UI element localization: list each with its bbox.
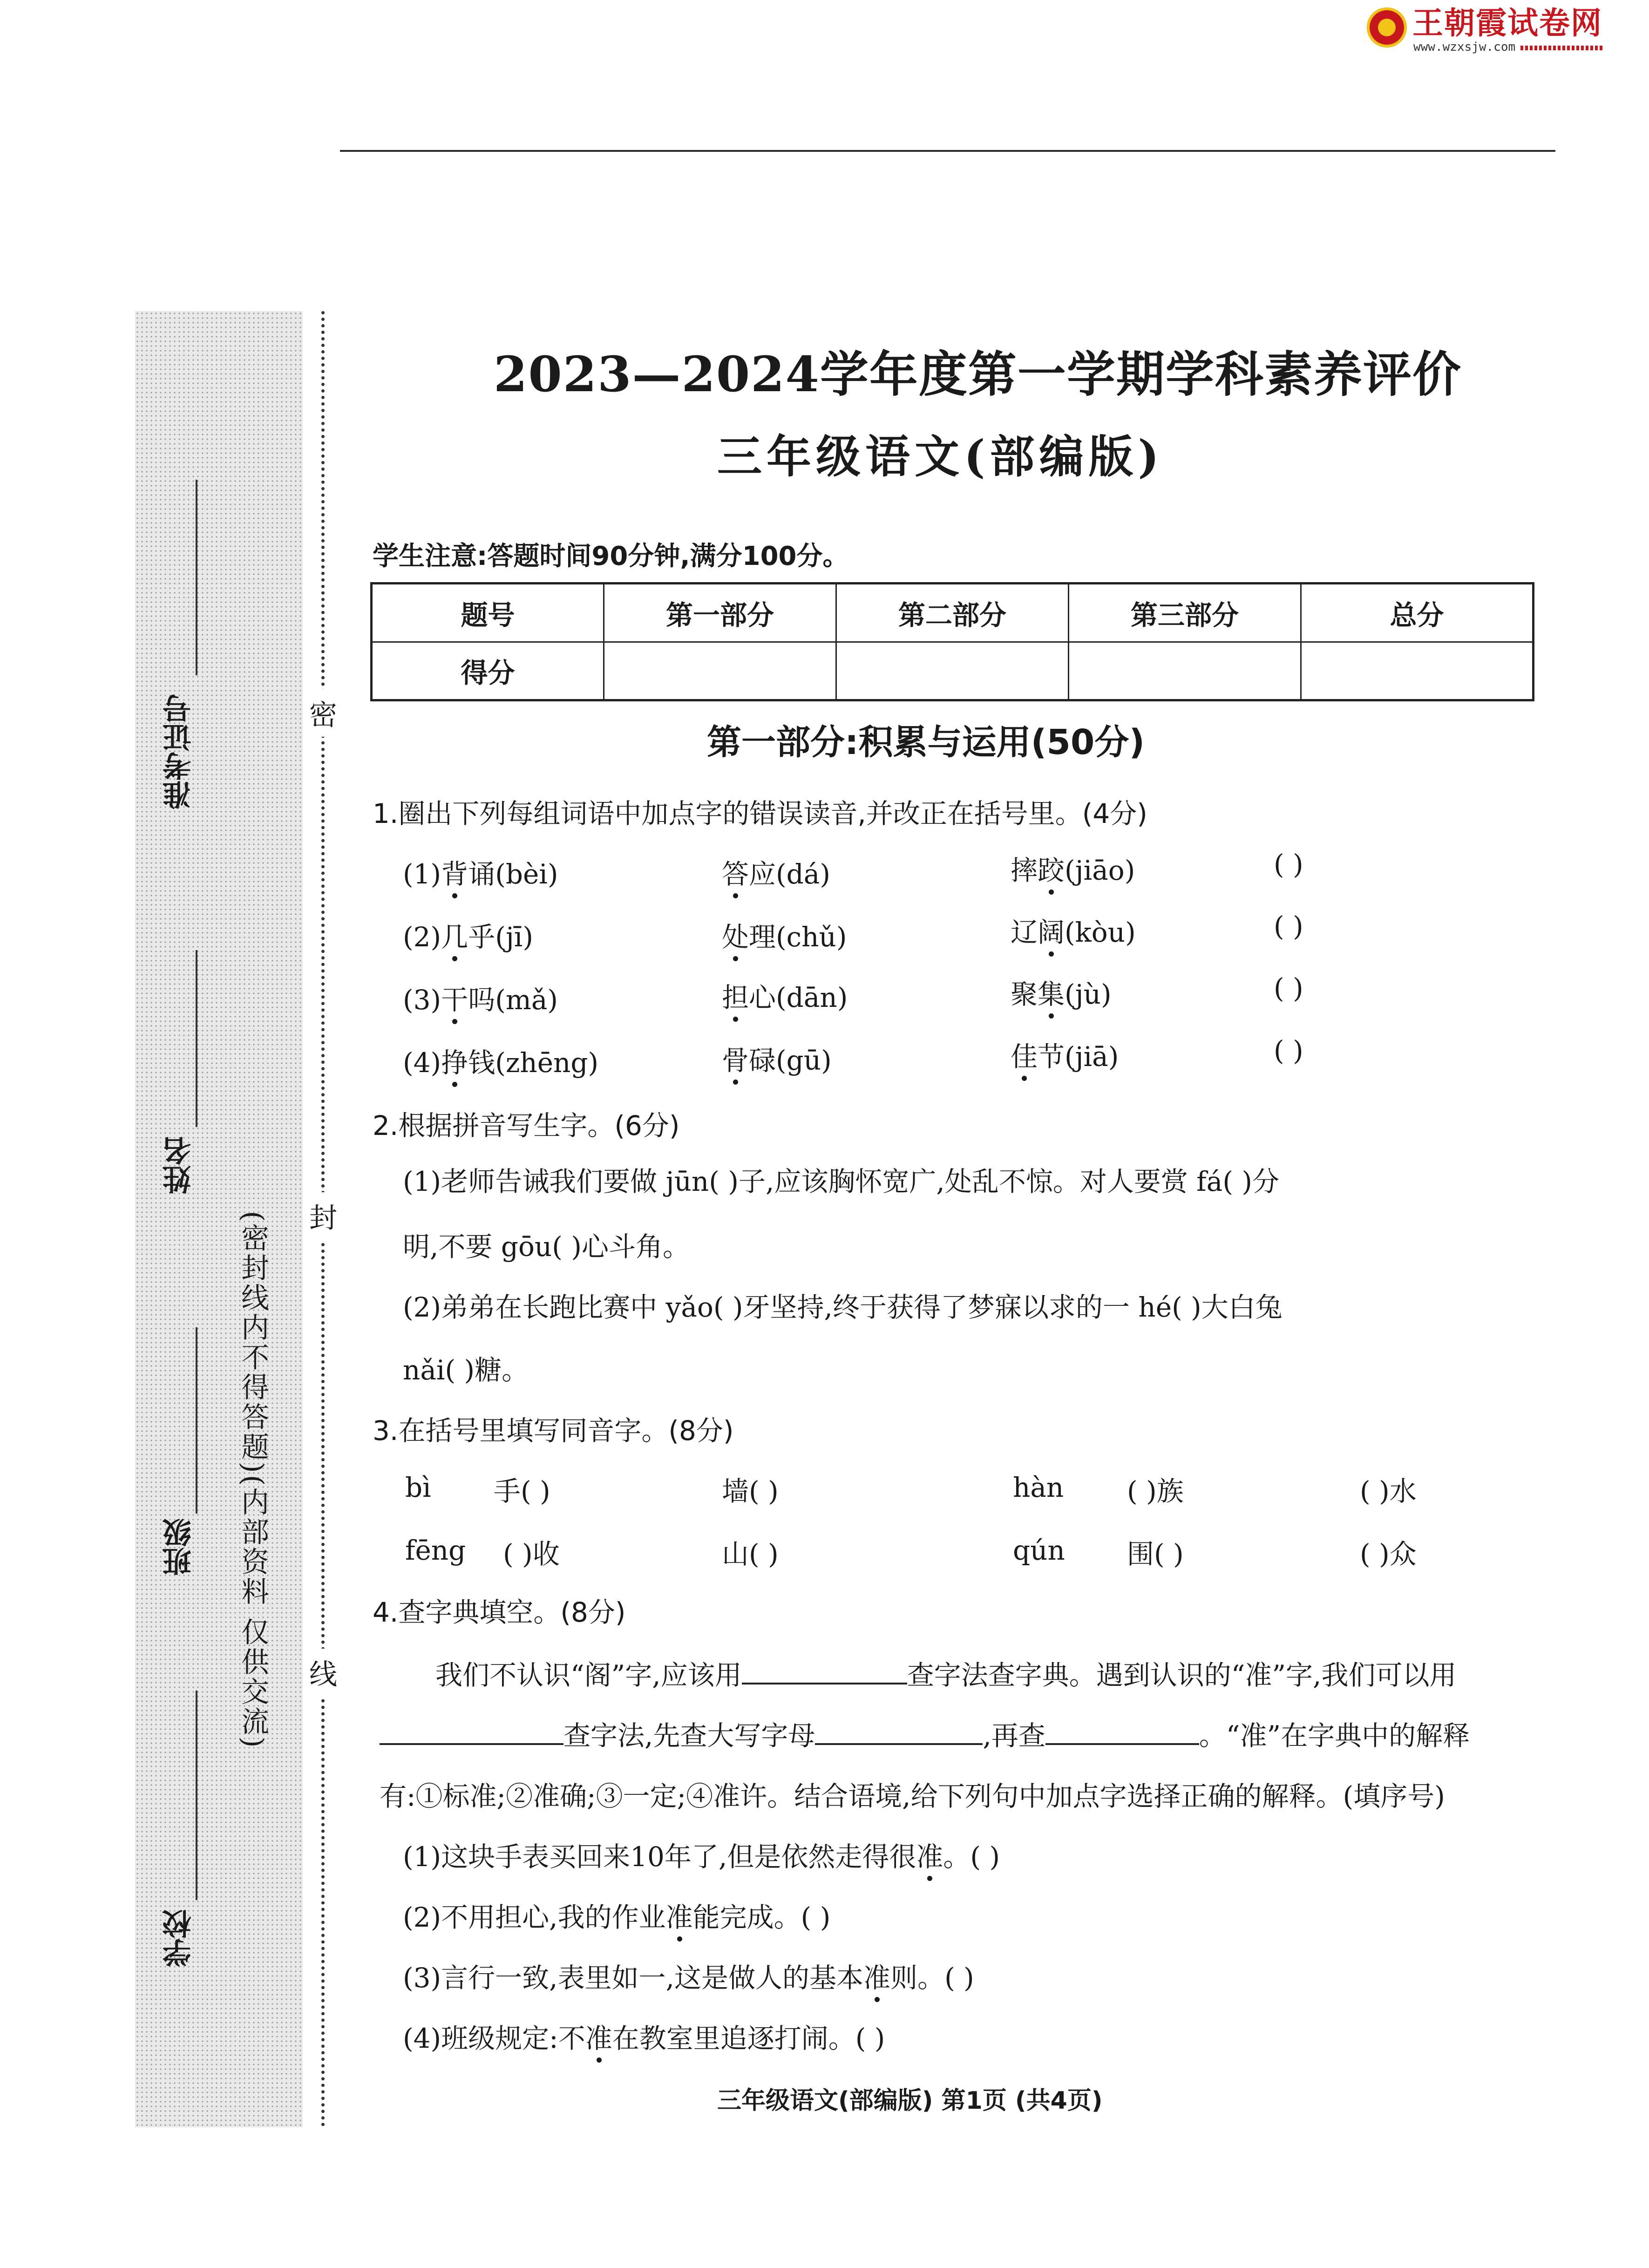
q1-stem: 1.圈出下列每组词语中加点字的错误读音,并改正在括号里。(4分): [373, 798, 1147, 829]
class-line: [196, 1327, 197, 1514]
item-num: (1): [403, 858, 441, 890]
para-text: 查字法,先查大写字母: [563, 1720, 815, 1752]
score-table-header: [372, 584, 1534, 642]
name-label: 姓名: [162, 1136, 196, 1194]
answer-paren[interactable]: 则。( ): [890, 1962, 974, 1994]
word-text: 吗(mǎ): [468, 984, 558, 1016]
seal-char-feng: 封: [308, 1192, 338, 1240]
fill-item[interactable]: 墙( ): [722, 1475, 779, 1507]
sentence-text: (3)言行一致,表里如一,这是做人的基本: [403, 1962, 864, 1994]
q1-r2-a: [403, 915, 533, 954]
word-text: 理(chǔ): [749, 921, 847, 953]
item-num: (4): [403, 1047, 441, 1079]
q3-stem: 3.在括号里填写同音字。(8分): [373, 1415, 734, 1446]
word-text: 辽: [1011, 917, 1038, 948]
site-logo: [1367, 5, 1609, 54]
exam-subtitle: 三年级语文(部编版): [717, 430, 1164, 483]
logo-name: 王朝霞试卷网: [1412, 5, 1602, 41]
fill-item[interactable]: ( )众: [1360, 1538, 1417, 1570]
q1-r3-c: [1011, 972, 1112, 1012]
word-text: 乎(jī): [468, 921, 533, 953]
word-text: (jù): [1065, 978, 1112, 1010]
pinyin: hàn: [1013, 1472, 1064, 1503]
q2-line3: (2)弟弟在长跑比赛中 yǎo( )牙坚持,终于获得了梦寐以求的一 hé( )大白兔: [403, 1291, 1283, 1323]
dotted-char: 骨: [722, 1045, 749, 1076]
q1-r3-a: [403, 978, 558, 1017]
q1-r4-a: [403, 1041, 598, 1080]
exam-number-line: [196, 480, 197, 675]
word-text: 碌(gū): [749, 1045, 832, 1076]
fill-item[interactable]: ( )族: [1127, 1475, 1184, 1507]
score-cell[interactable]: [604, 642, 836, 700]
fill-item[interactable]: 山( ): [722, 1538, 779, 1570]
class-label: 班级: [162, 1518, 196, 1576]
sentence-text: (2)不用担心,我的作业: [403, 1901, 666, 1933]
q4-sentence-3: [403, 1956, 974, 1995]
q1-r4-c: [1011, 1035, 1119, 1074]
q4-sentence-4: [403, 2017, 885, 2056]
item-num: (3): [403, 984, 441, 1016]
score-cell[interactable]: [836, 642, 1069, 700]
answer-blank[interactable]: [380, 1719, 563, 1745]
logo-bar: [1520, 46, 1604, 50]
q4-para-line1: [435, 1653, 1457, 1692]
q1-r1-b: [722, 852, 830, 891]
word-text: (kòu): [1065, 917, 1136, 948]
student-notice: 学生注意:答题时间90分钟,满分100分。: [373, 541, 849, 571]
word-text: 心(dān): [749, 982, 848, 1013]
q1-r2-b: [722, 915, 847, 954]
answer-paren[interactable]: 能完成。( ): [692, 1901, 831, 1933]
header-cell: 总分: [1301, 584, 1534, 642]
word-text: 应(dá): [749, 858, 830, 890]
q1-r4-b: [722, 1039, 832, 1078]
answer-blank[interactable]: [815, 1719, 983, 1745]
answer-paren[interactable]: 在教室里追逐打闹。( ): [612, 2023, 885, 2054]
pinyin: qún: [1013, 1535, 1065, 1566]
dotted-char: 担: [722, 982, 749, 1013]
header-cell: 第二部分: [836, 584, 1069, 642]
answer-paren[interactable]: ( ): [1274, 972, 1303, 1004]
exam-number-label: 准考证号: [162, 694, 196, 809]
name-line: [196, 950, 197, 1127]
answer-blank[interactable]: [1045, 1719, 1199, 1745]
header-cell: 题号: [372, 584, 604, 642]
word-text: 聚: [1011, 978, 1038, 1010]
school-line: [196, 1691, 197, 1900]
q1-r1-c: [1011, 849, 1135, 888]
school-label: 学校: [162, 1909, 196, 1967]
binding-note: (密封线内不得答题)(内部资料 仅供交流): [237, 1211, 269, 1750]
q2-line1: (1)老师告诫我们要做 jūn( )子,应该胸怀宽广,处乱不惊。对人要赏 fá( )分: [403, 1166, 1280, 1197]
dotted-char: 处: [722, 921, 749, 953]
dotted-char: 阔: [1038, 917, 1065, 948]
word-text: 钱(zhēng): [468, 1047, 599, 1079]
answer-blank[interactable]: [742, 1658, 907, 1684]
para-text: 。“准”在字典中的解释: [1199, 1720, 1470, 1752]
logo-url: www.wzxsjw.com: [1413, 40, 1516, 54]
score-cell[interactable]: [1301, 642, 1534, 700]
dotted-char: 答: [722, 858, 749, 890]
dotted-char: 准: [863, 1962, 891, 1994]
word-text: 摔: [1011, 855, 1038, 886]
seal-char-mi: 密: [308, 689, 338, 737]
dotted-char: 挣: [441, 1047, 468, 1079]
q4-sentence-1: [403, 1835, 1000, 1874]
q4-stem: 4.查字典填空。(8分): [373, 1596, 626, 1628]
para-text: ,再查: [983, 1720, 1045, 1752]
dotted-char: 准: [665, 1901, 693, 1933]
row-label-cell: 得分: [372, 642, 604, 700]
logo-badge-icon: [1367, 7, 1407, 48]
header-cell: 第三部分: [1069, 584, 1301, 642]
seal-char-xian: 线: [308, 1649, 338, 1696]
q2-line4: nǎi( )糖。: [403, 1354, 529, 1386]
exam-title: 2023—2024学年度第一学期学科素养评价: [494, 346, 1462, 403]
word-text: 节(jiā): [1038, 1041, 1119, 1073]
q4-para-line3: 有:①标准;②准确;③一定;④准许。结合语境,给下列句中加点字选择正确的解释。(填序号): [380, 1780, 1445, 1812]
q1-r3-b: [722, 976, 848, 1015]
word-text: 诵(bèi): [468, 858, 558, 890]
score-table: [370, 582, 1534, 701]
para-text: 查字法查字典。遇到认识的“准”字,我们可以用: [907, 1659, 1457, 1691]
item-num: (2): [403, 921, 441, 953]
answer-paren[interactable]: ( ): [1274, 910, 1303, 942]
answer-paren[interactable]: ( ): [1274, 849, 1303, 880]
dotted-char: 几: [441, 921, 468, 953]
dotted-char: 佳: [1011, 1041, 1038, 1073]
section-title: 第一部分:积累与运用(50分): [707, 722, 1145, 762]
fill-item[interactable]: 手( ): [494, 1475, 550, 1507]
word-text: (jiāo): [1065, 855, 1135, 886]
pinyin: bì: [405, 1472, 431, 1503]
fill-item[interactable]: ( )水: [1360, 1475, 1417, 1507]
dotted-char: 准: [916, 1841, 943, 1873]
dotted-char: 干: [441, 984, 468, 1016]
dotted-char: 跤: [1038, 855, 1065, 886]
score-table-row: [372, 642, 1534, 700]
dotted-char: 集: [1038, 978, 1065, 1010]
q4-para-line2: [380, 1714, 1470, 1753]
sentence-text: (4)班级规定:不: [403, 2023, 585, 2054]
answer-paren[interactable]: 。( ): [943, 1841, 1000, 1873]
page-footer: 三年级语文(部编版) 第1页 (共4页): [717, 2087, 1103, 2115]
q1-r1-a: [403, 852, 558, 891]
fill-item[interactable]: 围( ): [1127, 1538, 1184, 1570]
sentence-text: (1)这块手表买回来10年了,但是依然走得很: [403, 1841, 916, 1873]
fill-item[interactable]: ( )收: [503, 1538, 560, 1570]
q2-line2: 明,不要 gōu( )心斗角。: [403, 1231, 690, 1263]
top-rule: [340, 150, 1555, 152]
q4-sentence-2: [403, 1895, 830, 1935]
pinyin: fēng: [405, 1535, 466, 1566]
dotted-char: 准: [585, 2023, 612, 2054]
dotted-char: 背: [441, 858, 468, 890]
q1-r2-c: [1011, 910, 1136, 950]
binding-strip: [135, 311, 303, 2127]
answer-paren[interactable]: ( ): [1274, 1035, 1303, 1066]
q2-stem: 2.根据拼音写生字。(6分): [373, 1110, 680, 1141]
score-cell[interactable]: [1069, 642, 1301, 700]
para-text: 我们不认识“阁”字,应该用: [435, 1659, 742, 1691]
header-cell: 第一部分: [604, 584, 836, 642]
